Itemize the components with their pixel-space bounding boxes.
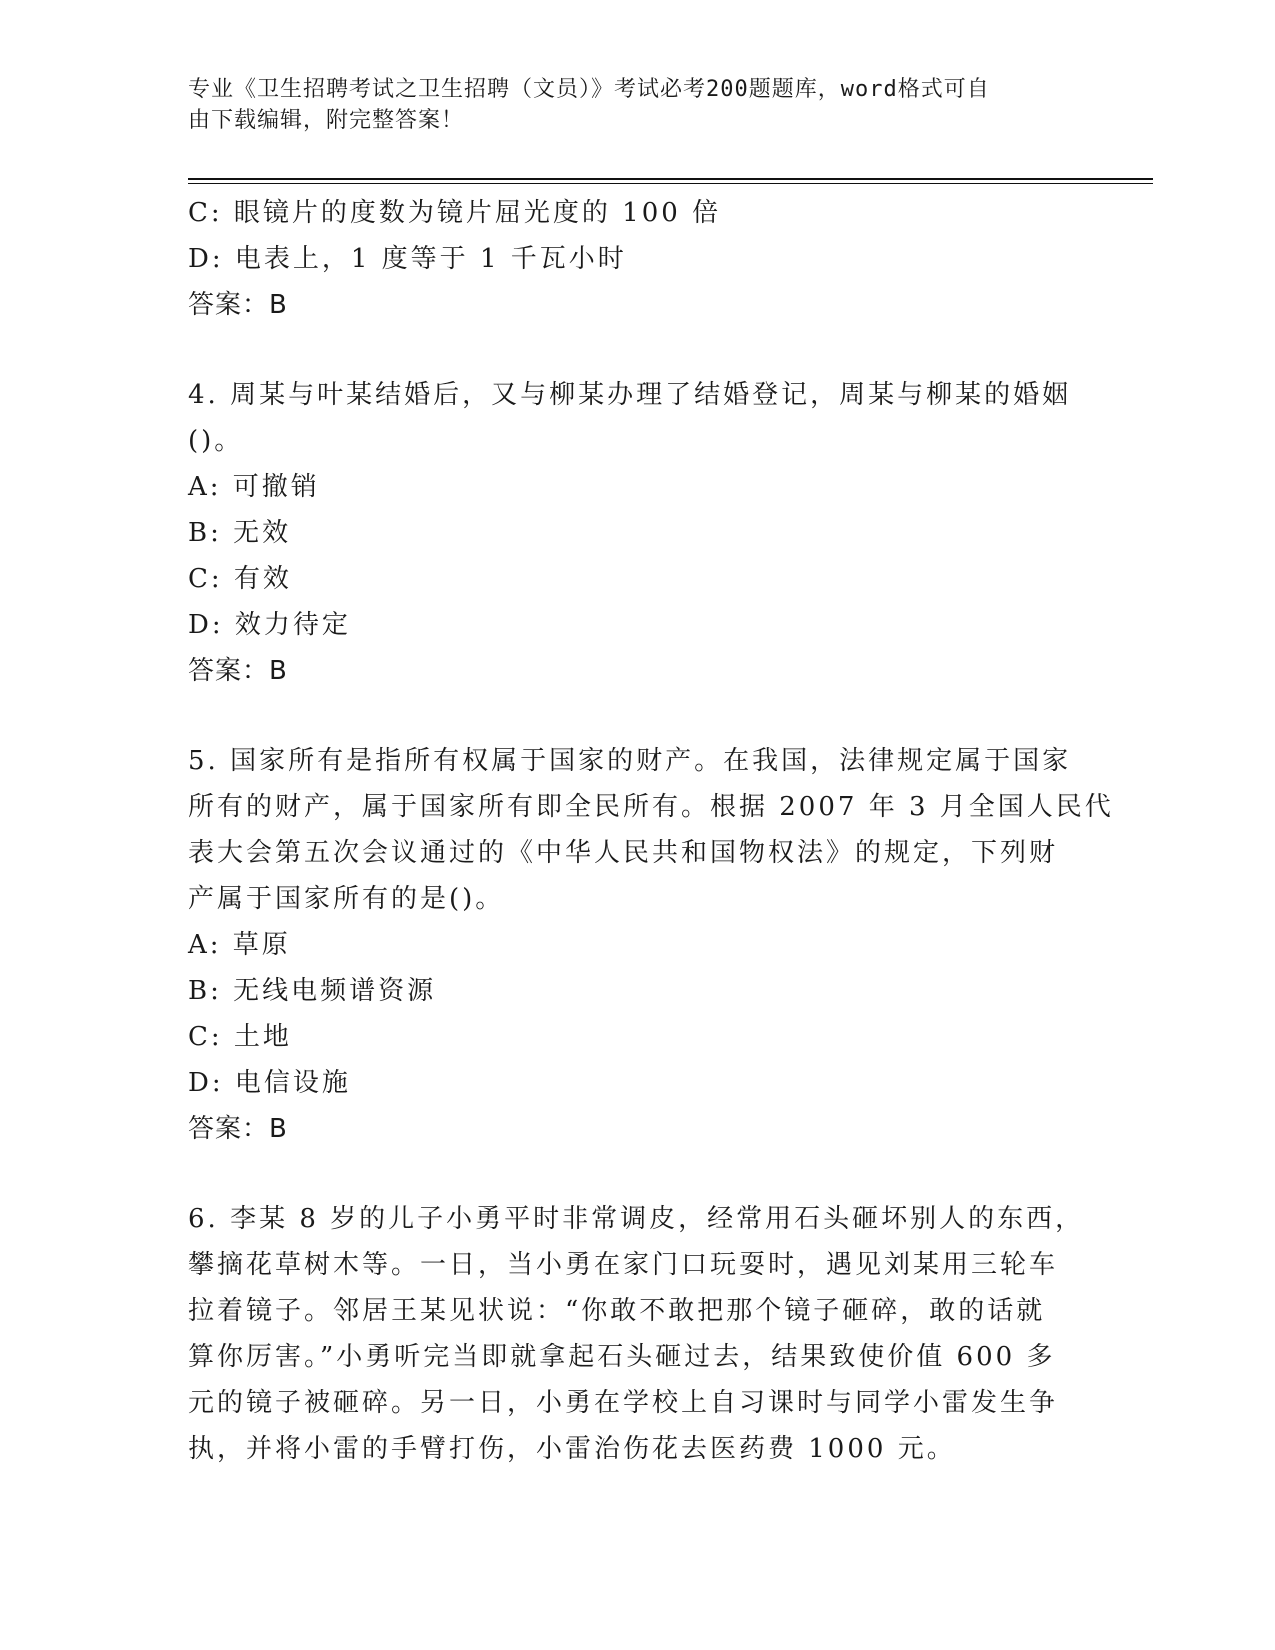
spacer [188, 694, 1088, 738]
option-b: B: 无效 [188, 518, 292, 548]
answer-line: 答案：B [188, 290, 288, 320]
answer-line: 答案：B [188, 1114, 288, 1144]
question-stem [188, 1196, 1088, 1472]
option-c: C: 土地 [188, 1022, 292, 1052]
question-stem [188, 372, 1088, 464]
option-b: B: 无线电频谱资源 [188, 976, 437, 1006]
header-line-2: 由下载编辑，附完整答案！ [188, 108, 465, 133]
question-6 [188, 1196, 1088, 1472]
stem-line: 5. 国家所有是指所有权属于国家的财产。在我国，法律规定属于国家 [188, 746, 1072, 776]
stem-line: 表大会第五次会议通过的《中华人民共和国物权法》的规定，下列财 [188, 838, 1059, 868]
stem-line: 所有的财产，属于国家所有即全民所有。根据 2007 年 3 月全国人民代 [188, 792, 1114, 822]
stem-line: 拉着镜子。邻居王某见状说：“你敢不敢把那个镜子砸碎，敢的话就 [188, 1296, 1046, 1326]
header-line-1: 专业《卫生招聘考试之卫生招聘（文员）》考试必考200题题库，word格式可自 [188, 77, 990, 102]
option-d: D: 效力待定 [188, 610, 351, 640]
option-d: D: 电信设施 [188, 1068, 351, 1098]
answer-line: 答案：B [188, 656, 288, 686]
option-c: C: 有效 [188, 564, 292, 594]
page-header [188, 74, 1088, 136]
question-3 [188, 190, 1088, 328]
option-c: C: 眼镜片的度数为镜片屈光度的 100 倍 [188, 198, 722, 228]
stem-line: ()。 [188, 426, 244, 456]
question-4 [188, 372, 1088, 694]
stem-line: 产属于国家所有的是()。 [188, 884, 505, 914]
header-rule-thick [188, 178, 1153, 180]
stem-line: 攀摘花草树木等。一日，当小勇在家门口玩耍时，遇见刘某用三轮车 [188, 1250, 1059, 1280]
spacer [188, 1152, 1088, 1196]
question-stem [188, 738, 1114, 922]
document-body [188, 190, 1114, 1472]
stem-line: 6. 李某 8 岁的儿子小勇平时非常调皮，经常用石头砸坏别人的东西， [188, 1204, 1085, 1234]
header-rule-thin [188, 183, 1153, 184]
option-a: A: 可撤销 [188, 472, 320, 502]
stem-line: 4. 周某与叶某结婚后，又与柳某办理了结婚登记，周某与柳某的婚姻 [188, 380, 1072, 410]
option-d: D: 电表上，1 度等于 1 千瓦小时 [188, 244, 627, 274]
stem-line: 执，并将小雷的手臂打伤，小雷治伤花去医药费 1000 元。 [188, 1434, 956, 1464]
question-5 [188, 738, 1114, 1152]
stem-line: 元的镜子被砸碎。另一日，小勇在学校上自习课时与同学小雷发生争 [188, 1388, 1059, 1418]
spacer [188, 328, 1088, 372]
stem-line: 算你厉害。”小勇听完当即就拿起石头砸过去，结果致使价值 600 多 [188, 1342, 1056, 1372]
option-a: A: 草原 [188, 930, 291, 960]
